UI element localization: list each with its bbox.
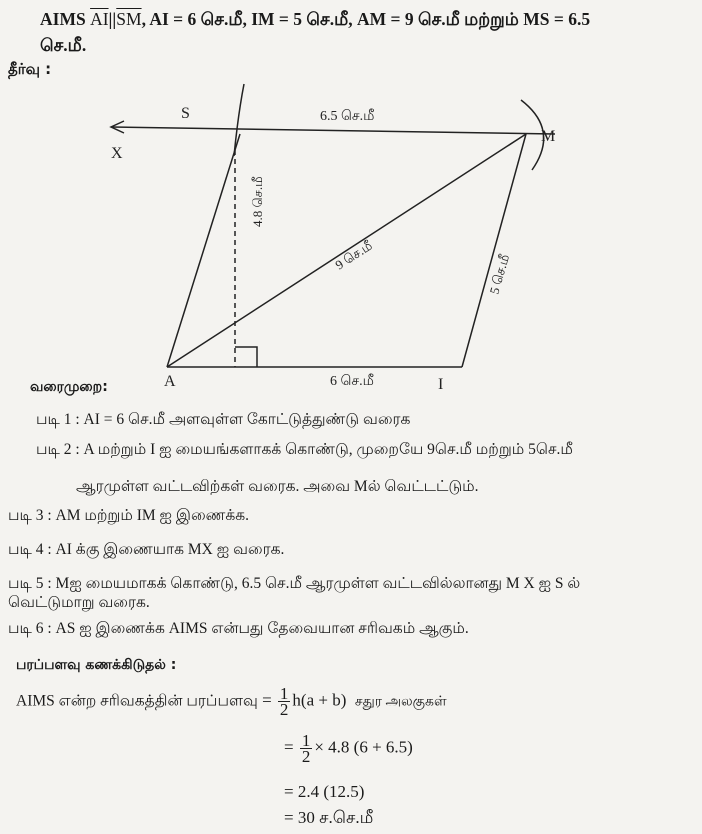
label-i: I <box>438 376 444 393</box>
calc1-fraction <box>300 733 313 764</box>
ray-mx <box>112 127 555 134</box>
fraction-numerator: 1 <box>279 684 289 703</box>
segment-ai: $\overline{AI}$ <box>90 9 109 29</box>
label-a: A <box>164 373 176 390</box>
label-im-length: 5 செ.மீ <box>486 252 513 296</box>
parallel-symbol: || <box>108 9 117 29</box>
step-5: படி 5 : Mஐ மையமாகக் கொண்டு, 6.5 செ.மீ ஆரமுள்ள வட்டவில்லானது M X ஐ S ல் <box>8 575 581 592</box>
equals-sign: = <box>262 690 272 710</box>
label-height: 4.8 செ.மீ <box>250 176 265 227</box>
fraction-half <box>278 686 291 717</box>
area-heading: பரப்பளவு கணக்கிடுதல் : <box>16 657 177 673</box>
calc1-equals: = <box>284 737 294 757</box>
fraction-denominator: 2 <box>279 700 289 719</box>
calc-step-2: = 2.4 (12.5) <box>284 782 365 801</box>
step-4: படி 4 : AI க்கு இணையாக MX ஐ வரைக. <box>8 541 285 558</box>
step-2-continued: ஆரமுள்ள வட்டவிற்கள் வரைக. அவை Mல் வெட்டட்டும். <box>76 478 479 495</box>
step-1: படி 1 : AI = 6 செ.மீ அளவுள்ள கோட்டுத்துண்டு வரைக <box>36 411 411 428</box>
label-am-length: 9 செ.மீ <box>332 237 375 273</box>
calc1-expression: × 4.8 (6 + 6.5) <box>314 737 413 757</box>
label-sm-length: 6.5 செ.மீ <box>320 109 375 124</box>
calc1-denominator: 2 <box>301 747 311 766</box>
arc-at-s <box>234 84 244 156</box>
step-5-continued: வெட்டுமாறு வரைக. <box>8 594 150 611</box>
step-6: படி 6 : AS ஐ இணைக்க AIMS என்பது தேவையான சரிவகம் ஆகும். <box>8 620 469 637</box>
area-formula-label: AIMS என்ற சரிவகத்தின் பரப்பளவு <box>16 692 258 710</box>
calc-result: = 30 ச.செ.மீ <box>284 808 374 827</box>
segment-sm: $\overline{SM}$ <box>116 9 142 29</box>
problem-unit-continuation: செ.மீ. <box>40 35 87 55</box>
side-as <box>167 134 240 367</box>
calc-step-1 <box>284 733 413 764</box>
unit-words: சதுர அலகுகள் <box>354 694 447 710</box>
label-m: M <box>541 128 556 145</box>
step-2: படி 2 : A மற்றும் I ஐ மையங்களாகக் கொண்டு, முறையே 9செ.மீ மற்றும் 5செ.மீ <box>36 441 573 458</box>
label-s: S <box>181 105 190 122</box>
problem-statement <box>40 6 690 58</box>
area-formula-line <box>16 686 447 717</box>
calc1-numerator: 1 <box>301 731 311 750</box>
problem-figure-name: AIMS <box>40 9 86 29</box>
construction-heading: வரைமுறை: <box>30 379 108 395</box>
problem-measurements: , AI = 6 செ.மீ, IM = 5 செ.மீ, AM = 9 செ.மீ மற்றும் MS = 6.5 <box>141 9 591 29</box>
label-ai-length: 6 செ.மீ <box>330 374 374 389</box>
right-angle-mark <box>235 347 257 367</box>
step-3: படி 3 : AM மற்றும் IM ஐ இணைக்க. <box>8 507 250 524</box>
solution-heading: தீர்வு : <box>8 60 52 78</box>
label-x: X <box>111 145 123 162</box>
formula-tail: h(a + b) <box>292 690 347 710</box>
